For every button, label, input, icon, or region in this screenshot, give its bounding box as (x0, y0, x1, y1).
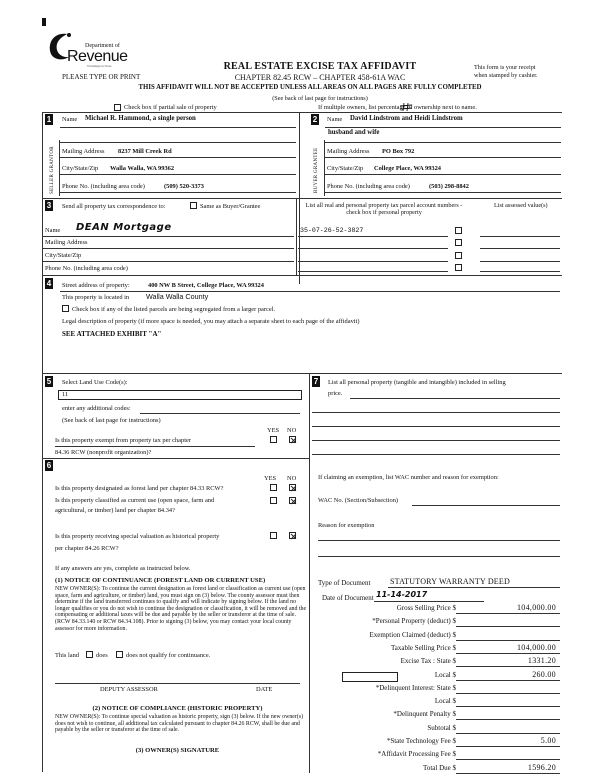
parcel-number: 35-07-26-52-3827 (300, 227, 364, 234)
additional-codes-label: enter any additional codes: (62, 405, 131, 412)
forest-no-checkbox[interactable] (289, 484, 296, 491)
buyer-name-label: Name (327, 116, 343, 123)
claiming-exemption-label: If claiming an exemption, list WAC number and reason for exemption: (318, 474, 499, 481)
does-not-checkbox[interactable] (116, 651, 123, 658)
reason-label: Reason for exemption (318, 522, 375, 529)
this-land-label: This land (55, 652, 79, 659)
doc-type: STATUTORY WARRANTY DEED (390, 577, 510, 586)
personal-property-label-2: price. (328, 390, 343, 397)
parcel-header: List all real and personal property tax parcel account numbers - check box if personal property (305, 202, 463, 217)
tax-line (310, 749, 560, 761)
notice1-body: NEW OWNER(S): To continue the current designation as forest land or classification as current use (open space, farm and agriculture, or timber) land, you must sign on (3) below. The county assessor must then determine if the land transferred continues to qualify and will indicate by signing below. If the land no longer qualifies or you do not wish to continue the designation or classification, it will be removed and the compensating or additional taxes will be due and payable by the seller or transferor at the time of sale. (RCW 84.33.140 or RCW 84.34.108). Prior to signing (3) below, you may contact your local county assessor for more information. (55, 586, 307, 632)
owner-signature-label: (3) OWNER(S) SIGNATURE (135, 747, 220, 754)
tax-line-value: 104,000.00 (517, 642, 556, 652)
tax-line-label: *State Technology Fee $ (386, 737, 456, 745)
seller-name: Michael R. Hammond, a single person (85, 115, 196, 122)
send-correspondence-label: Send all property tax correspondence to: (62, 203, 166, 210)
notice2-body: NEW OWNER(S): To continue special valuation as historic property, sign (3) below. If the new owner(s) does not wish to continue, all additional tax calculated pursuant to chapter 84.26 RCW, shall be due and payable by the seller or transferor at the time of sale. (55, 714, 304, 734)
tax-line (310, 736, 560, 748)
tax-line (310, 616, 560, 628)
section-5-number: 5 (46, 377, 52, 386)
tax-line (310, 630, 560, 642)
buyer-phone-label: Phone No. (including area code) (327, 183, 410, 190)
buyer-city-label: City/State/Zip (327, 165, 364, 172)
if-yes-instruction: If any answers are yes, complete as instructed below. (55, 565, 191, 572)
forest-question: Is this property designated as forest land per chapter 84.33 RCW? (55, 485, 224, 492)
receipt-note-1: This form is your receipt (474, 64, 536, 71)
buyer-name-2: husband and wife (328, 129, 380, 136)
section-7-number: 7 (313, 377, 319, 386)
seller-address-label: Mailing Address (62, 148, 105, 155)
current-use-yes-checkbox[interactable] (270, 497, 277, 504)
section-2-number: 2 (312, 115, 318, 124)
s6-no: NO (287, 475, 297, 482)
buyer-phone: (503) 298-8842 (429, 183, 469, 190)
land-use-value: 11 (62, 391, 69, 398)
tax-line-label: *Personal Property (deduct) $ (372, 617, 456, 626)
legal-description-label: Legal description of property (if more space is needed, you may attach a separate sheet to each page of the affidavit) (62, 318, 360, 325)
tax-line-value: 5.00 (540, 736, 556, 745)
notice2-title: (2) NOTICE OF COMPLIANCE (HISTORIC PROPERTY) (92, 705, 263, 712)
doc-date-label: Date of Document (322, 594, 374, 602)
multiple-owners-label: If multiple owners, list percentage of ownership next to name. (318, 104, 477, 111)
tax-line (310, 723, 560, 735)
land-use-label: Select Land Use Code(s): (62, 379, 128, 386)
corner-mark (42, 18, 46, 26)
tax-line (310, 683, 560, 695)
personal-property-label-1: List all personal property (tangible and intangible) included in selling (328, 379, 506, 386)
section-6-number: 6 (46, 461, 52, 470)
segregated-label: Check box if any of the listed parcels are being segregated from a larger parcel. (72, 306, 276, 313)
buyer-name: David Lindstrom and Heidi Lindstrom (350, 115, 463, 122)
tax-line-value: 1596.20 (527, 762, 556, 772)
section-1-number: 1 (46, 115, 52, 124)
historic-question-2: per chapter 84.26 RCW? (55, 545, 119, 552)
s3-address-label: Mailing Address (45, 239, 88, 246)
tax-line-label: Taxable Selling Price $ (390, 643, 456, 652)
buyer-city: College Place, WA 99324 (374, 165, 441, 172)
buyer-side-label: BUYER GRANTEE (314, 147, 319, 193)
s5-no: NO (287, 427, 297, 434)
assessed-header: List assessed value(s) (494, 202, 548, 209)
date-label: DATE (256, 686, 273, 693)
doc-date: 11-14-2017 (376, 590, 428, 599)
form-chapter: CHAPTER 82.45 RCW – CHAPTER 458-61A WAC (234, 73, 406, 82)
revenue-logo (45, 30, 155, 70)
buyer-address-label: Mailing Address (327, 148, 370, 155)
tax-line-value: 260.00 (532, 669, 556, 679)
seller-city: Walla Walla, WA 99362 (110, 165, 175, 172)
land-use-input[interactable] (58, 390, 302, 400)
parcel-checkbox-3[interactable] (455, 252, 462, 259)
form-warning: THIS AFFIDAVIT WILL NOT BE ACCEPTED UNLESS ALL AREAS ON ALL PAGES ARE FULLY COMPLETED (138, 84, 482, 91)
s3-phone-label: Phone No. (including area code) (45, 265, 128, 272)
tax-line-label: *Affidavit Processing Fee $ (377, 750, 456, 759)
logo-line3: Washington State (87, 64, 112, 68)
does-label: does (96, 652, 108, 659)
street-address: 400 NW B Street, College Place, WA 99324 (148, 282, 264, 289)
form-instructions: (See back of last page for instructions) (272, 95, 368, 102)
tax-line-label: Gross Selling Price $ (396, 604, 456, 612)
receipt-note-2: when stamped by cashier. (474, 72, 538, 79)
tax-line (310, 603, 560, 615)
notice1-title: (1) NOTICE OF CONTINUANCE (FOREST LAND OR CURRENT USE) (55, 577, 266, 584)
current-use-question-1: Is this property classified as current use (open space, farm and (55, 497, 215, 504)
tax-line-label: Local $ (434, 697, 456, 706)
tax-line-label: Excise Tax : State $ (400, 657, 456, 666)
same-as-buyer-label: Same as Buyer/Grantee (200, 203, 261, 210)
located-label: This property is located in (62, 294, 130, 301)
s3-name-label: Name (45, 227, 61, 234)
tax-line-label: Local $ (434, 670, 456, 679)
tax-line (310, 643, 560, 655)
land-use-see-back: (See back of last page for instructions) (62, 417, 161, 424)
doc-type-label: Type of Document (318, 579, 371, 587)
please-type: PLEASE TYPE OR PRINT (62, 73, 141, 81)
current-use-question-2: agricultural, or timber) land per chapter 84.34? (55, 507, 175, 514)
s5-yes: YES (267, 427, 280, 434)
located-county: Walla Walla County (146, 292, 209, 301)
tax-line (310, 656, 560, 668)
buyer-address: PO Box 792 (382, 148, 415, 155)
tax-line (310, 709, 560, 721)
seller-name-label: Name (62, 116, 78, 123)
legal-description: SEE ATTACHED EXHIBIT "A" (62, 330, 162, 338)
seller-address: 8237 Mill Creek Rd (118, 148, 172, 155)
segregated-checkbox[interactable] (62, 305, 69, 312)
deputy-assessor-label: DEPUTY ASSESSOR (100, 686, 158, 693)
tax-line-label: *Delinquent Penalty $ (393, 710, 456, 719)
same-as-buyer-checkbox[interactable] (190, 202, 197, 209)
tax-line-label: Total Due $ (423, 763, 456, 772)
historic-question-1: Is this property receiving special valuation as historical property (55, 533, 220, 540)
wac-label: WAC No. (Section/Subsection) (318, 497, 399, 504)
does-not-label: does not qualify for continuance. (126, 652, 211, 659)
parcel-checkbox-2[interactable] (455, 239, 462, 246)
section-3-number: 3 (46, 201, 52, 210)
seller-phone-label: Phone No. (including area code) (62, 183, 145, 190)
section-4-number: 4 (46, 279, 52, 288)
local-rate-box[interactable] (342, 672, 398, 682)
tax-line-value: 104,000.00 (517, 603, 556, 612)
exempt-no-checkbox[interactable] (289, 436, 296, 443)
historic-yes-checkbox[interactable] (270, 532, 277, 539)
tax-line-label: Subtotal $ (427, 723, 456, 732)
partial-sale-checkbox[interactable] (114, 104, 121, 111)
tax-line-value: 1331.20 (527, 656, 556, 666)
s3-city-label: City/State/Zip (45, 252, 82, 259)
exempt-yes-checkbox[interactable] (270, 436, 277, 443)
tax-line-label: Exemption Claimed (deduct) $ (369, 630, 456, 639)
parcel-checkbox-4[interactable] (455, 264, 462, 271)
historic-no-checkbox[interactable] (289, 532, 296, 539)
exempt-question-2: 84.36 RCW (nonprofit organization)? (55, 449, 152, 456)
tax-line-label: *Delinquent Interest: State $ (375, 683, 456, 692)
forest-yes-checkbox[interactable] (270, 484, 277, 491)
partial-sale-label: Check box if partial sale of property (124, 104, 217, 111)
s3-name-handwritten: DEAN Mortgage (76, 222, 172, 233)
parcel-checkbox-1[interactable] (455, 227, 462, 234)
current-use-no-checkbox[interactable] (289, 497, 296, 504)
handwritten-mark-icon (399, 102, 413, 112)
exempt-question-1: Is this property exempt from property tax per chapter (55, 437, 191, 444)
does-checkbox[interactable] (86, 651, 93, 658)
seller-side-label: SELLER GRANTOR (50, 146, 55, 194)
tax-line (310, 696, 560, 708)
s6-yes: YES (264, 475, 277, 482)
seller-phone: (509) 520-3373 (164, 183, 204, 190)
seller-city-label: City/State/Zip (62, 165, 99, 172)
street-address-label: Street address of property: (62, 282, 130, 289)
logo-line1: Department of (85, 43, 120, 49)
form-title: REAL ESTATE EXCISE TAX AFFIDAVIT (223, 61, 417, 72)
logo-line2: Revenue (67, 48, 128, 65)
